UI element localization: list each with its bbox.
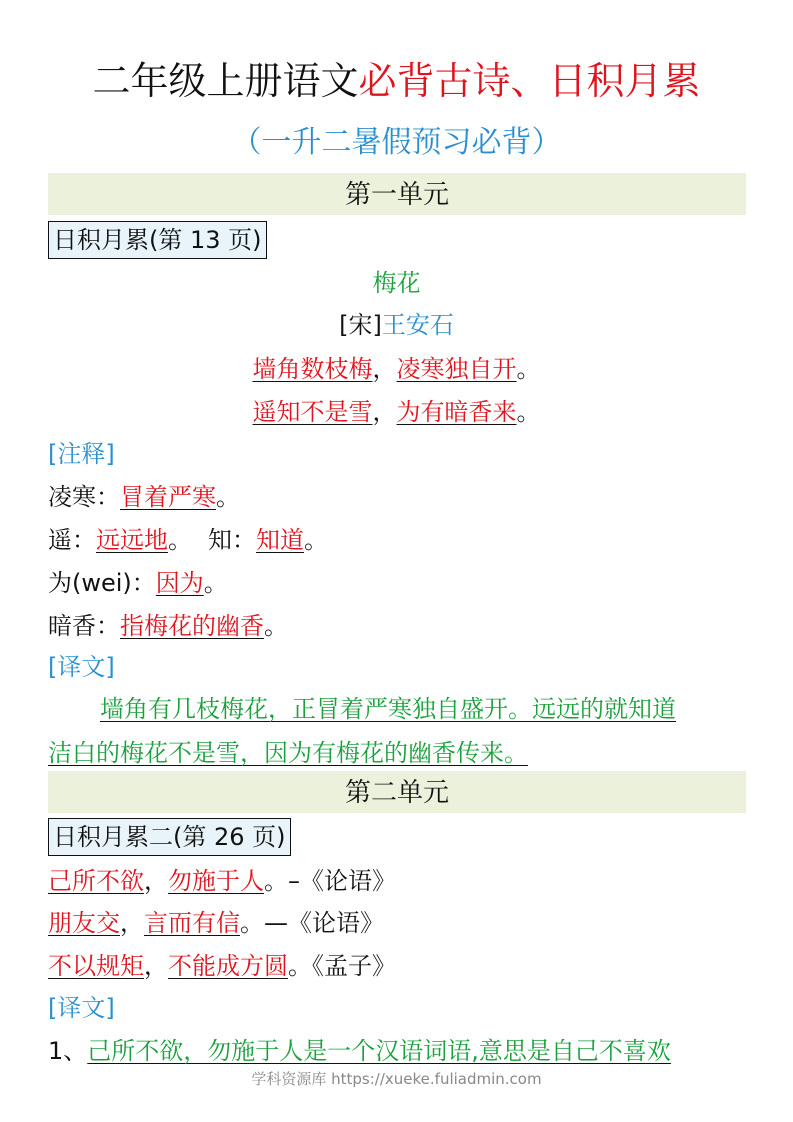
translation-2-prefix: 1、 bbox=[48, 1037, 88, 1065]
note-2-term2: 知： bbox=[208, 526, 256, 554]
note-3-meaning: 因为 bbox=[155, 569, 204, 597]
title-part1: 二年级上册语文 bbox=[92, 59, 359, 103]
footer-watermark: 学科资源库 https://xueke.fuliadmin.com bbox=[251, 1070, 542, 1088]
unit1-box-label: 日积月累(第 13 页) bbox=[48, 221, 267, 259]
poem-line-2 bbox=[0, 395, 793, 429]
saying-3 bbox=[48, 949, 396, 983]
note-3 bbox=[48, 566, 228, 600]
saying-3b: 不能成方圆 bbox=[168, 952, 288, 980]
saying-2 bbox=[48, 906, 384, 940]
saying-1 bbox=[48, 864, 396, 898]
poem-line-2a: 遥知不是雪 bbox=[252, 398, 373, 426]
saying-1-sep: ， bbox=[144, 867, 168, 895]
note-4-term: 暗香： bbox=[48, 612, 120, 640]
saying-3-source: 。《孟子》 bbox=[288, 952, 396, 980]
saying-1a: 己所不欲 bbox=[48, 867, 144, 895]
poem-line-1a: 墙角数枝梅 bbox=[252, 355, 373, 383]
note-2 bbox=[48, 523, 328, 557]
poem-line-2-end: 。 bbox=[516, 398, 541, 426]
saying-3-sep: ， bbox=[144, 952, 168, 980]
note-1 bbox=[48, 480, 240, 514]
poem-line-1-end: 。 bbox=[516, 355, 541, 383]
translation-2-line1-text: 己所不欲，勿施于人是一个汉语词语,意思是自己不喜欢 bbox=[87, 1037, 671, 1065]
note-2-end2: 。 bbox=[304, 526, 328, 554]
translation-heading-2: [译文] bbox=[48, 994, 115, 1022]
saying-2b: 言而有信 bbox=[144, 909, 240, 937]
translation-1-line2-text: 洁白的梅花不是雪，因为有梅花的幽香传来。 bbox=[48, 739, 528, 767]
poem-line-2-sep: ， bbox=[372, 398, 397, 426]
notes-heading: [注释] bbox=[48, 440, 115, 468]
note-4 bbox=[48, 609, 288, 643]
note-1-end: 。 bbox=[216, 483, 240, 511]
poem-author-line bbox=[0, 308, 793, 342]
unit1-heading: 第一单元 bbox=[48, 173, 746, 215]
saying-2a: 朋友交 bbox=[48, 909, 120, 937]
note-3-term: 为(wei)： bbox=[48, 569, 156, 597]
saying-1b: 勿施于人 bbox=[168, 867, 264, 895]
saying-2-source: 。—《论语》 bbox=[240, 909, 384, 937]
translation-1-line1 bbox=[100, 692, 676, 726]
saying-2-sep: ， bbox=[120, 909, 144, 937]
poem-line-1-sep: ， bbox=[372, 355, 397, 383]
translation-1-line1-text: 墙角有几枝梅花，正冒着严寒独自盛开。远远的就知道 bbox=[100, 695, 676, 723]
poem-title: 梅花 bbox=[372, 269, 421, 297]
translation-1-line2 bbox=[48, 736, 528, 770]
note-4-meaning: 指梅花的幽香 bbox=[120, 612, 264, 640]
poem-line-2b: 为有暗香来 bbox=[396, 398, 517, 426]
note-1-term: 凌寒： bbox=[48, 483, 120, 511]
note-2-meaning2: 知道 bbox=[256, 526, 304, 554]
poem-dynasty: [宋] bbox=[339, 311, 382, 339]
saying-1-source: 。–《论语》 bbox=[264, 867, 396, 895]
note-2-end: 。 bbox=[168, 526, 192, 554]
title-part2: 必背古诗、日积月累 bbox=[358, 59, 701, 103]
page-title bbox=[0, 56, 793, 106]
unit2-box-label: 日积月累二(第 26 页) bbox=[48, 818, 291, 856]
translation-2-line1 bbox=[48, 1034, 671, 1068]
poem-line-1 bbox=[0, 352, 793, 386]
poem-author: 王安石 bbox=[381, 311, 454, 339]
saying-3a: 不以规矩 bbox=[48, 952, 144, 980]
note-2-term: 遥： bbox=[48, 526, 96, 554]
note-2-meaning: 远远地 bbox=[96, 526, 168, 554]
note-1-meaning: 冒着严寒 bbox=[120, 483, 216, 511]
note-3-end: 。 bbox=[203, 569, 228, 597]
poem-line-1b: 凌寒独自开 bbox=[396, 355, 517, 383]
unit2-heading: 第二单元 bbox=[48, 771, 746, 813]
note-4-end: 。 bbox=[264, 612, 288, 640]
translation-heading-1: [译文] bbox=[48, 653, 115, 681]
page-subtitle: （一升二暑假预习必背） bbox=[231, 125, 562, 160]
